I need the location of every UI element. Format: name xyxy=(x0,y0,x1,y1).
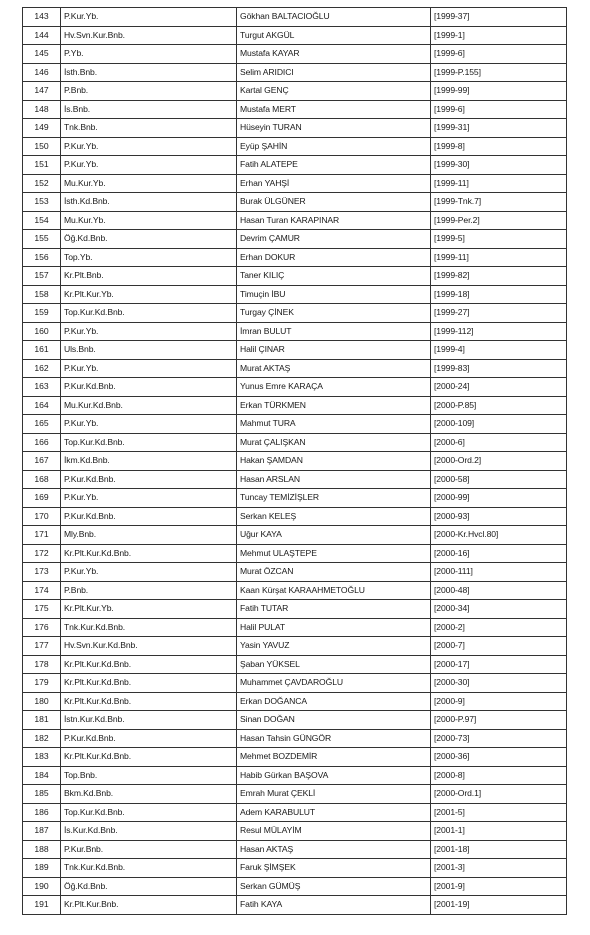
table-row xyxy=(23,507,567,526)
rank-cell: Kr.Plt.Kur.Kd.Bnb. xyxy=(61,674,237,693)
name-cell: Burak ÜLGÜNER xyxy=(237,193,431,212)
row-number-cell: 144 xyxy=(23,26,61,45)
rank-cell: İsth.Kd.Bnb. xyxy=(61,193,237,212)
rank-cell: Kr.Plt.Kur.Kd.Bnb. xyxy=(61,692,237,711)
table-row xyxy=(23,415,567,434)
name-cell: Erhan DOKUR xyxy=(237,248,431,267)
row-number-cell: 177 xyxy=(23,637,61,656)
name-cell: Halil PULAT xyxy=(237,618,431,637)
row-number-cell: 180 xyxy=(23,692,61,711)
table-row xyxy=(23,526,567,545)
table-row xyxy=(23,359,567,378)
rank-cell: Hv.Svn.Kur.Bnb. xyxy=(61,26,237,45)
row-number-cell: 178 xyxy=(23,655,61,674)
code-cell: [2000-2] xyxy=(431,618,567,637)
table-row xyxy=(23,803,567,822)
name-cell: Mustafa KAYAR xyxy=(237,45,431,64)
code-cell: [2000-Ord.2] xyxy=(431,452,567,471)
row-number-cell: 143 xyxy=(23,8,61,27)
rank-cell: İs.Kur.Kd.Bnb. xyxy=(61,822,237,841)
row-number-cell: 170 xyxy=(23,507,61,526)
table-row xyxy=(23,748,567,767)
rank-cell: P.Kur.Kd.Bnb. xyxy=(61,507,237,526)
table-row xyxy=(23,470,567,489)
rank-cell: P.Kur.Yb. xyxy=(61,415,237,434)
row-number-cell: 158 xyxy=(23,285,61,304)
name-cell: İmran BULUT xyxy=(237,322,431,341)
rank-cell: İs.Bnb. xyxy=(61,100,237,119)
rank-cell: P.Kur.Yb. xyxy=(61,137,237,156)
code-cell: [1999-1] xyxy=(431,26,567,45)
name-cell: Kartal GENÇ xyxy=(237,82,431,101)
code-cell: [2001-19] xyxy=(431,896,567,915)
code-cell: [2000-73] xyxy=(431,729,567,748)
table-row xyxy=(23,396,567,415)
name-cell: Mustafa MERT xyxy=(237,100,431,119)
table-row xyxy=(23,100,567,119)
code-cell: [2001-1] xyxy=(431,822,567,841)
rank-cell: Tnk.Bnb. xyxy=(61,119,237,138)
name-cell: Turgut AKGÜL xyxy=(237,26,431,45)
name-cell: Habib Gürkan BAŞOVA xyxy=(237,766,431,785)
code-cell: [2000-8] xyxy=(431,766,567,785)
row-number-cell: 183 xyxy=(23,748,61,767)
rank-cell: Kr.Plt.Bnb. xyxy=(61,267,237,286)
table-row xyxy=(23,859,567,878)
row-number-cell: 145 xyxy=(23,45,61,64)
row-number-cell: 189 xyxy=(23,859,61,878)
row-number-cell: 166 xyxy=(23,433,61,452)
name-cell: Hasan ARSLAN xyxy=(237,470,431,489)
name-cell: Yunus Emre KARAÇA xyxy=(237,378,431,397)
name-cell: Serkan KELEŞ xyxy=(237,507,431,526)
table-row xyxy=(23,26,567,45)
table-row xyxy=(23,341,567,360)
row-number-cell: 172 xyxy=(23,544,61,563)
rank-cell: Kr.Plt.Kur.Kd.Bnb. xyxy=(61,544,237,563)
name-cell: Gökhan BALTACIOĞLU xyxy=(237,8,431,27)
table-row xyxy=(23,156,567,175)
code-cell: [2000-30] xyxy=(431,674,567,693)
code-cell: [1999-6] xyxy=(431,45,567,64)
row-number-cell: 151 xyxy=(23,156,61,175)
code-cell: [2000-48] xyxy=(431,581,567,600)
row-number-cell: 181 xyxy=(23,711,61,730)
code-cell: [2001-18] xyxy=(431,840,567,859)
row-number-cell: 184 xyxy=(23,766,61,785)
name-cell: Adem KARABULUT xyxy=(237,803,431,822)
name-cell: Uğur KAYA xyxy=(237,526,431,545)
name-cell: Devrim ÇAMUR xyxy=(237,230,431,249)
rank-cell: P.Kur.Yb. xyxy=(61,359,237,378)
rank-cell: Tnk.Kur.Kd.Bnb. xyxy=(61,618,237,637)
code-cell: [1999-5] xyxy=(431,230,567,249)
row-number-cell: 179 xyxy=(23,674,61,693)
rank-cell: Uls.Bnb. xyxy=(61,341,237,360)
name-cell: Fatih TUTAR xyxy=(237,600,431,619)
code-cell: [2000-P.97] xyxy=(431,711,567,730)
row-number-cell: 155 xyxy=(23,230,61,249)
table-row xyxy=(23,378,567,397)
table-row xyxy=(23,230,567,249)
name-cell: Serkan GÜMÜŞ xyxy=(237,877,431,896)
name-cell: Mahmut TURA xyxy=(237,415,431,434)
rank-cell: P.Kur.Kd.Bnb. xyxy=(61,729,237,748)
name-cell: Hasan Tahsin GÜNGÖR xyxy=(237,729,431,748)
table-row xyxy=(23,637,567,656)
table-row xyxy=(23,766,567,785)
table-row xyxy=(23,193,567,212)
row-number-cell: 168 xyxy=(23,470,61,489)
table-row xyxy=(23,174,567,193)
row-number-cell: 156 xyxy=(23,248,61,267)
code-cell: [2000-109] xyxy=(431,415,567,434)
row-number-cell: 182 xyxy=(23,729,61,748)
code-cell: [1999-82] xyxy=(431,267,567,286)
code-cell: [2000-6] xyxy=(431,433,567,452)
rank-cell: İkm.Kd.Bnb. xyxy=(61,452,237,471)
rank-cell: Top.Kur.Kd.Bnb. xyxy=(61,803,237,822)
name-cell: Fatih ALATEPE xyxy=(237,156,431,175)
table-row xyxy=(23,692,567,711)
name-cell: Mehmet BOZDEMİR xyxy=(237,748,431,767)
code-cell: [2001-9] xyxy=(431,877,567,896)
table-row xyxy=(23,248,567,267)
code-cell: [2000-111] xyxy=(431,563,567,582)
table-row xyxy=(23,729,567,748)
row-number-cell: 146 xyxy=(23,63,61,82)
rank-cell: P.Yb. xyxy=(61,45,237,64)
name-cell: Şaban YÜKSEL xyxy=(237,655,431,674)
row-number-cell: 188 xyxy=(23,840,61,859)
code-cell: [2000-99] xyxy=(431,489,567,508)
name-cell: Muhammet ÇAVDAROĞLU xyxy=(237,674,431,693)
rank-cell: Hv.Svn.Kur.Kd.Bnb. xyxy=(61,637,237,656)
rank-cell: Mu.Kur.Yb. xyxy=(61,174,237,193)
name-cell: Turgay ÇİNEK xyxy=(237,304,431,323)
rank-cell: P.Kur.Yb. xyxy=(61,322,237,341)
code-cell: [2000-Ord.1] xyxy=(431,785,567,804)
name-cell: Murat AKTAŞ xyxy=(237,359,431,378)
code-cell: [1999-Per.2] xyxy=(431,211,567,230)
code-cell: [1999-6] xyxy=(431,100,567,119)
code-cell: [2000-7] xyxy=(431,637,567,656)
name-cell: Emrah Murat ÇEKLİ xyxy=(237,785,431,804)
name-cell: Selim ARIDICI xyxy=(237,63,431,82)
table-row xyxy=(23,137,567,156)
row-number-cell: 169 xyxy=(23,489,61,508)
name-cell: Hasan AKTAŞ xyxy=(237,840,431,859)
code-cell: [2000-24] xyxy=(431,378,567,397)
name-cell: Erkan DOĞANCA xyxy=(237,692,431,711)
name-cell: Sinan DOĞAN xyxy=(237,711,431,730)
table-row xyxy=(23,267,567,286)
personnel-table xyxy=(22,7,567,915)
rank-cell: Mu.Kur.Yb. xyxy=(61,211,237,230)
rank-cell: İsth.Bnb. xyxy=(61,63,237,82)
row-number-cell: 191 xyxy=(23,896,61,915)
rank-cell: Top.Yb. xyxy=(61,248,237,267)
name-cell: Resul MÜLAYİM xyxy=(237,822,431,841)
rank-cell: Top.Bnb. xyxy=(61,766,237,785)
rank-cell: P.Kur.Bnb. xyxy=(61,840,237,859)
code-cell: [1999-112] xyxy=(431,322,567,341)
table-row xyxy=(23,433,567,452)
name-cell: Halil ÇINAR xyxy=(237,341,431,360)
rank-cell: Kr.Plt.Kur.Yb. xyxy=(61,600,237,619)
code-cell: [1999-31] xyxy=(431,119,567,138)
code-cell: [2000-16] xyxy=(431,544,567,563)
name-cell: Fatih KAYA xyxy=(237,896,431,915)
row-number-cell: 185 xyxy=(23,785,61,804)
name-cell: Yasin YAVUZ xyxy=(237,637,431,656)
name-cell: Faruk ŞİMŞEK xyxy=(237,859,431,878)
personnel-table-body xyxy=(23,8,567,915)
table-row xyxy=(23,544,567,563)
rank-cell: Kr.Plt.Kur.Kd.Bnb. xyxy=(61,655,237,674)
table-row xyxy=(23,489,567,508)
row-number-cell: 173 xyxy=(23,563,61,582)
code-cell: [1999-Tnk.7] xyxy=(431,193,567,212)
table-row xyxy=(23,63,567,82)
table-row xyxy=(23,785,567,804)
row-number-cell: 147 xyxy=(23,82,61,101)
row-number-cell: 148 xyxy=(23,100,61,119)
table-row xyxy=(23,322,567,341)
rank-cell: P.Kur.Yb. xyxy=(61,489,237,508)
name-cell: Taner KILIÇ xyxy=(237,267,431,286)
rank-cell: Bkm.Kd.Bnb. xyxy=(61,785,237,804)
code-cell: [1999-27] xyxy=(431,304,567,323)
row-number-cell: 160 xyxy=(23,322,61,341)
table-row xyxy=(23,304,567,323)
row-number-cell: 174 xyxy=(23,581,61,600)
rank-cell: Kr.Plt.Kur.Bnb. xyxy=(61,896,237,915)
code-cell: [2001-3] xyxy=(431,859,567,878)
table-row xyxy=(23,452,567,471)
rank-cell: Tnk.Kur.Kd.Bnb. xyxy=(61,859,237,878)
row-number-cell: 164 xyxy=(23,396,61,415)
name-cell: Murat ÖZCAN xyxy=(237,563,431,582)
row-number-cell: 159 xyxy=(23,304,61,323)
table-row xyxy=(23,8,567,27)
rank-cell: Öğ.Kd.Bnb. xyxy=(61,877,237,896)
row-number-cell: 161 xyxy=(23,341,61,360)
table-row xyxy=(23,674,567,693)
row-number-cell: 176 xyxy=(23,618,61,637)
name-cell: Tuncay TEMİZİŞLER xyxy=(237,489,431,508)
row-number-cell: 186 xyxy=(23,803,61,822)
row-number-cell: 190 xyxy=(23,877,61,896)
rank-cell: İstn.Kur.Kd.Bnb. xyxy=(61,711,237,730)
row-number-cell: 163 xyxy=(23,378,61,397)
table-row xyxy=(23,600,567,619)
rank-cell: P.Bnb. xyxy=(61,581,237,600)
row-number-cell: 153 xyxy=(23,193,61,212)
name-cell: Timuçin İBU xyxy=(237,285,431,304)
row-number-cell: 157 xyxy=(23,267,61,286)
row-number-cell: 175 xyxy=(23,600,61,619)
table-row xyxy=(23,563,567,582)
row-number-cell: 165 xyxy=(23,415,61,434)
code-cell: [2000-58] xyxy=(431,470,567,489)
name-cell: Hasan Turan KARAPINAR xyxy=(237,211,431,230)
code-cell: [1999-83] xyxy=(431,359,567,378)
row-number-cell: 154 xyxy=(23,211,61,230)
code-cell: [2000-P.85] xyxy=(431,396,567,415)
code-cell: [1999-11] xyxy=(431,174,567,193)
row-number-cell: 150 xyxy=(23,137,61,156)
table-row xyxy=(23,877,567,896)
row-number-cell: 149 xyxy=(23,119,61,138)
code-cell: [1999-8] xyxy=(431,137,567,156)
code-cell: [1999-11] xyxy=(431,248,567,267)
rank-cell: Kr.Plt.Kur.Yb. xyxy=(61,285,237,304)
code-cell: [2000-34] xyxy=(431,600,567,619)
table-row xyxy=(23,285,567,304)
table-row xyxy=(23,840,567,859)
row-number-cell: 152 xyxy=(23,174,61,193)
table-row xyxy=(23,82,567,101)
rank-cell: Öğ.Kd.Bnb. xyxy=(61,230,237,249)
row-number-cell: 171 xyxy=(23,526,61,545)
table-row xyxy=(23,822,567,841)
name-cell: Eyüp ŞAHİN xyxy=(237,137,431,156)
code-cell: [2001-5] xyxy=(431,803,567,822)
name-cell: Murat ÇALIŞKAN xyxy=(237,433,431,452)
table-row xyxy=(23,581,567,600)
code-cell: [2000-93] xyxy=(431,507,567,526)
rank-cell: Top.Kur.Kd.Bnb. xyxy=(61,433,237,452)
row-number-cell: 167 xyxy=(23,452,61,471)
name-cell: Mehmut ULAŞTEPE xyxy=(237,544,431,563)
rank-cell: P.Kur.Kd.Bnb. xyxy=(61,470,237,489)
table-row xyxy=(23,711,567,730)
rank-cell: Mu.Kur.Kd.Bnb. xyxy=(61,396,237,415)
name-cell: Erkan TÜRKMEN xyxy=(237,396,431,415)
code-cell: [1999-99] xyxy=(431,82,567,101)
code-cell: [1999-37] xyxy=(431,8,567,27)
name-cell: Hakan ŞAMDAN xyxy=(237,452,431,471)
code-cell: [2000-9] xyxy=(431,692,567,711)
rank-cell: Kr.Plt.Kur.Kd.Bnb. xyxy=(61,748,237,767)
name-cell: Kaan Kürşat KARAAHMETOĞLU xyxy=(237,581,431,600)
code-cell: [1999-P.155] xyxy=(431,63,567,82)
rank-cell: P.Kur.Yb. xyxy=(61,563,237,582)
rank-cell: P.Kur.Yb. xyxy=(61,8,237,27)
row-number-cell: 162 xyxy=(23,359,61,378)
code-cell: [2000-36] xyxy=(431,748,567,767)
table-row xyxy=(23,655,567,674)
code-cell: [1999-30] xyxy=(431,156,567,175)
table-row xyxy=(23,119,567,138)
name-cell: Erhan YAHŞİ xyxy=(237,174,431,193)
rank-cell: Mly.Bnb. xyxy=(61,526,237,545)
rank-cell: P.Bnb. xyxy=(61,82,237,101)
document-page xyxy=(22,7,566,915)
table-row xyxy=(23,211,567,230)
table-row xyxy=(23,618,567,637)
code-cell: [1999-4] xyxy=(431,341,567,360)
table-row xyxy=(23,45,567,64)
row-number-cell: 187 xyxy=(23,822,61,841)
code-cell: [1999-18] xyxy=(431,285,567,304)
rank-cell: Top.Kur.Kd.Bnb. xyxy=(61,304,237,323)
table-row xyxy=(23,896,567,915)
name-cell: Hüseyin TURAN xyxy=(237,119,431,138)
rank-cell: P.Kur.Yb. xyxy=(61,156,237,175)
code-cell: [2000-17] xyxy=(431,655,567,674)
rank-cell: P.Kur.Kd.Bnb. xyxy=(61,378,237,397)
code-cell: [2000-Kr.Hvcl.80] xyxy=(431,526,567,545)
